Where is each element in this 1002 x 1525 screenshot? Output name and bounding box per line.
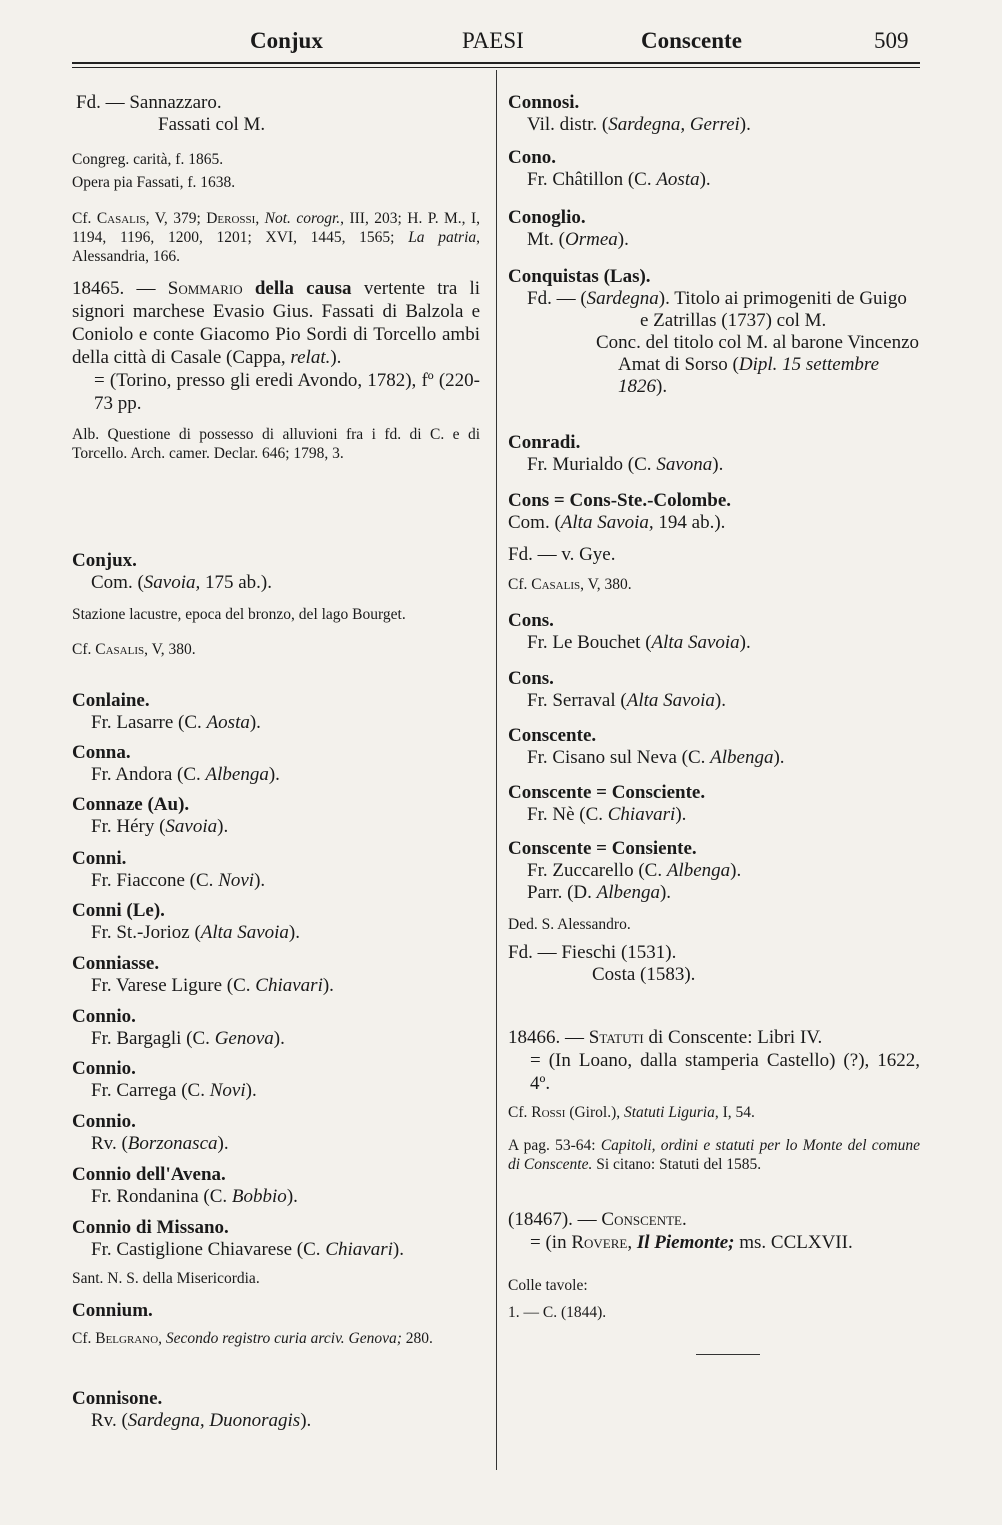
entry-conlaine: Conlaine. Fr. Lasarre (C. Aosta). bbox=[72, 690, 261, 733]
note-line: Opera pia Fassati, f. 1638. bbox=[72, 174, 236, 191]
entry-connium: Connium. Cf. Belgrano, Secondo registro curia arciv. Genova; 280. bbox=[72, 1300, 433, 1347]
page-header bbox=[0, 22, 1002, 56]
header-rule-top bbox=[72, 62, 920, 64]
entry-18465 bbox=[72, 277, 480, 463]
entry-line: Com. (Savoia, 175 ab.). bbox=[91, 572, 273, 593]
entry-connio-1: Connio. Fr. Bargagli (C. Genova). bbox=[72, 1006, 285, 1049]
entry-line: Fassati col M. bbox=[158, 114, 266, 135]
entry-cons-ste-colombe: Cons = Cons-Ste.-Colombe. Com. (Alta Savoia, 194 ab.). Fd. — v. Gye. Cf. Casalis, V, 380. bbox=[508, 490, 731, 593]
entry-conscente: Conscente. Fr. Cisano sul Neva (C. Albenga). bbox=[508, 725, 785, 768]
entry-connio-avena: Connio dell'Avena. Fr. Rondanina (C. Bobbio). bbox=[72, 1164, 298, 1207]
entry-cons-1: Cons. Fr. Le Bouchet (Alta Savoia). bbox=[508, 610, 751, 653]
record-title: 18465. — Sommario della causa vertente tra li signori marchese Evasio Gius. Fassati di Balzola e Coniolo e conte Giacomo Pio Sordi di Torcello ambi della città di Casale (Cappa, relat.). bbox=[72, 278, 481, 368]
publication-line: = (Torino, presso gli eredi Avondo, 1782), fº (220-73 pp. bbox=[94, 370, 480, 414]
entry-line: Fd. — Sannazzaro. bbox=[76, 92, 222, 113]
entry-conradi: Conradi. Fr. Murialdo (C. Savona). bbox=[508, 432, 724, 475]
entry-18466: 18466. — Statuti di Conscente: Libri IV. = (In Loano, dalla stamperia Castello) (?), 1622, 4º. Cf. Rossi (Girol.), Statuti Liguria, I, 54. A pag. 53-64: Capitoli, ordini e statuti per lo Monte del comune di Conscente. Si citano: Statuti del 1585. bbox=[508, 1027, 921, 1173]
running-head-center: PAESI bbox=[462, 28, 524, 53]
entry-connio-3: Connio. Rv. (Borzonasca). bbox=[72, 1111, 229, 1154]
entry-conoglio: Conoglio. Mt. (Ormea). bbox=[508, 207, 629, 250]
entry-connosi: Connosi. Vil. distr. (Sardegna, Gerrei). bbox=[508, 92, 751, 135]
column-divider bbox=[496, 70, 497, 1470]
entry-conscente-consiente: Conscente = Consiente. Fr. Zuccarello (C. Albenga). Parr. (D. Albenga). Ded. S. Alessandro. Fd. — Fieschi (1531). Costa (1583). bbox=[508, 838, 742, 985]
note-line: Alb. Questione di possesso di alluvioni fra i fd. di C. e di Torcello. Arch. camer. Declar. 646; 1798, 3. bbox=[72, 426, 480, 462]
entry-conniasse: Conniasse. Fr. Varese Ligure (C. Chiavari). bbox=[72, 953, 334, 996]
entry-18467: (18467). — Conscente. = (in Rovere, Il Piemonte; ms. CCLXVII. Colle tavole: 1. — C. (1844). bbox=[508, 1209, 853, 1321]
entry-conni: Conni. Fr. Fiaccone (C. Novi). bbox=[72, 848, 266, 891]
header-rule-bottom bbox=[72, 67, 920, 68]
entry-heading: Conjux. bbox=[72, 550, 137, 571]
running-head-right: Conscente bbox=[641, 28, 742, 53]
bibliography-note: Cf. Casalis, V, 379; Derossi, Not. corogr., III, 203; H. P. M., I, 1194, 1196, 1200, 1201; XVI, 1445, 1565; La patria, Alessandria, 166. bbox=[72, 210, 481, 265]
closing-rule bbox=[696, 1354, 760, 1355]
note-line: Stazione lacustre, epoca del bronzo, del lago Bourget. bbox=[72, 606, 406, 623]
running-head-left: Conjux bbox=[250, 28, 323, 53]
page-number: 509 bbox=[874, 28, 909, 53]
entry-conscente-consciente: Conscente = Consciente. Fr. Nè (C. Chiavari). bbox=[508, 782, 706, 825]
entry-connaze: Connaze (Au). Fr. Héry (Savoia). bbox=[72, 794, 229, 837]
entry-connio-2: Connio. Fr. Carrega (C. Novi). bbox=[72, 1058, 257, 1101]
entry-connio-missano: Connio di Missano. Fr. Castiglione Chiavarese (C. Chiavari). Sant. N. S. della Misericordia. bbox=[72, 1217, 404, 1287]
entry-connisone: Connisone. Rv. (Sardegna, Duonoragis). bbox=[72, 1388, 312, 1431]
note-line: Congreg. carità, f. 1865. bbox=[72, 151, 224, 168]
entry-conni-le: Conni (Le). Fr. St.-Jorioz (Alta Savoia). bbox=[72, 900, 300, 943]
note-line: Cf. Casalis, V, 380. bbox=[72, 641, 196, 658]
entry-sannazzaro bbox=[72, 92, 480, 192]
entry-conquistas: Conquistas (Las). Fd. — (Sardegna). Titolo ai primogeniti de Guigo e Zatrillas (1737) col M. Conc. del titolo col M. al barone Vincenzo Amat di Sorso (Dipl. 15 settembre 1826). bbox=[508, 266, 920, 397]
entry-cono: Cono. Fr. Châtillon (C. Aosta). bbox=[508, 147, 711, 190]
entry-conjux bbox=[72, 550, 480, 659]
entry-cons-2: Cons. Fr. Serraval (Alta Savoia). bbox=[508, 668, 726, 711]
entry-conna: Conna. Fr. Andora (C. Albenga). bbox=[72, 742, 280, 785]
